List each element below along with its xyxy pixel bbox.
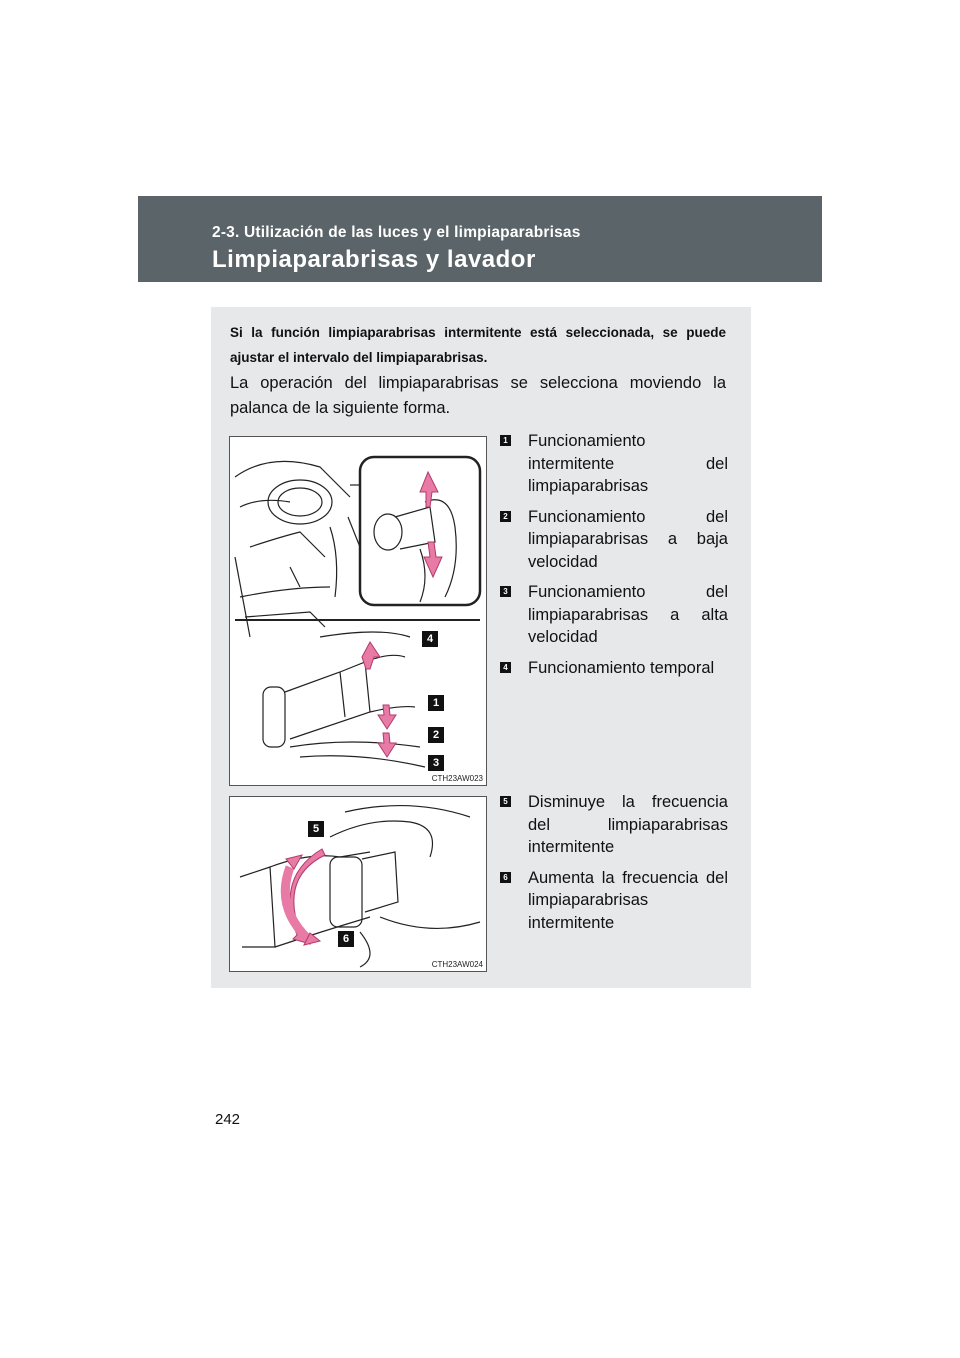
legend-item bbox=[500, 506, 728, 574]
number-badge: 1 bbox=[500, 435, 511, 446]
legend-item bbox=[500, 867, 728, 935]
legend-text: Aumenta la frecuencia del limpiaparabrisas intermitente bbox=[528, 868, 728, 932]
page-number: 242 bbox=[215, 1111, 241, 1128]
callout-1: 1 bbox=[428, 695, 444, 711]
legend-text: Disminuye la frecuencia del limpiaparabrisas intermitente bbox=[528, 793, 728, 856]
legend-text: Funcionamiento del limpiaparabrisas a alta velocidad bbox=[528, 583, 728, 646]
legend-text: Funcionamiento del limpiaparabrisas a baja velocidad bbox=[528, 507, 728, 571]
legend-list bbox=[500, 791, 728, 942]
page-title: Limpiaparabrisas y lavador bbox=[212, 246, 536, 273]
legend-list bbox=[500, 430, 728, 687]
callout-3: 3 bbox=[428, 755, 444, 771]
wiper-lever-illustration bbox=[230, 437, 486, 785]
number-badge: 4 bbox=[500, 662, 511, 673]
callout-4: 4 bbox=[422, 631, 438, 647]
legend-text: Funcionamiento temporal bbox=[528, 658, 715, 677]
intro-text: La operación del limpiaparabrisas se selecciona moviendo la palanca de la siguiente forma. bbox=[230, 374, 726, 417]
callout-6: 6 bbox=[338, 931, 354, 947]
callout-2: 2 bbox=[428, 727, 444, 743]
legend-item bbox=[500, 430, 728, 498]
header-bar bbox=[138, 196, 822, 282]
wiper-ring-illustration bbox=[230, 797, 486, 971]
legend-item bbox=[500, 791, 728, 859]
number-badge: 6 bbox=[500, 872, 511, 883]
section-label: 2-3. Utilización de las luces y el limpiaparabrisas bbox=[212, 224, 581, 241]
intro-bold-text: Si la función limpiaparabrisas intermitente está seleccionada, se puede ajustar el intervalo del limpiaparabrisas. bbox=[230, 325, 726, 365]
legend-item bbox=[500, 581, 728, 649]
number-badge: 2 bbox=[500, 511, 511, 522]
wiper-lever-figure bbox=[229, 436, 487, 786]
number-badge: 5 bbox=[500, 796, 511, 807]
wiper-ring-figure bbox=[229, 796, 487, 972]
figure-code: CTH23AW024 bbox=[431, 960, 483, 969]
figure-code: CTH23AW023 bbox=[431, 774, 483, 783]
legend-text: Funcionamiento intermitente del limpiaparabrisas bbox=[528, 432, 728, 495]
content-panel bbox=[211, 307, 751, 988]
callout-5: 5 bbox=[308, 821, 324, 837]
legend-item bbox=[500, 657, 728, 680]
number-badge: 3 bbox=[500, 586, 511, 597]
